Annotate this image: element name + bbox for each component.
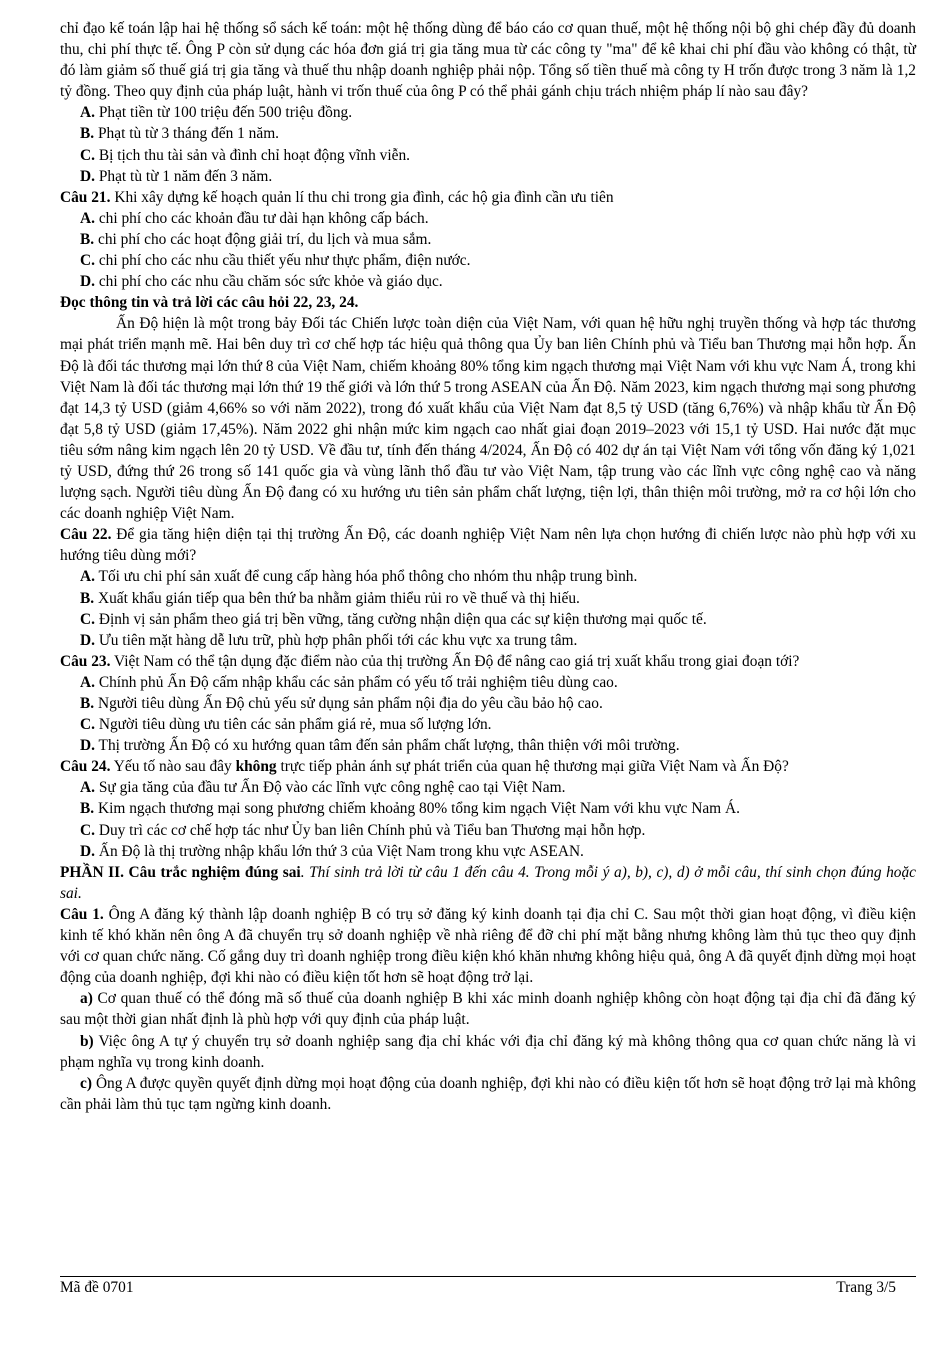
- part2-heading: PHẦN II. Câu trắc nghiệm đúng sai. Thí sinh trả lời từ câu 1 đến câu 4. Trong mỗi ý a), b), c), d) ở mỗi câu, thí sinh chọn đúng hoặc sai.: [60, 863, 916, 902]
- q23-option-a: A. Chính phủ Ấn Độ cấm nhập khẩu các sản phẩm có yếu tố trải nghiệm tiêu dùng cao.: [80, 673, 618, 691]
- page-number: Trang 3/5: [836, 1279, 896, 1296]
- reading-passage: Ấn Độ hiện là một trong bảy Đối tác Chiến lược toàn diện của Việt Nam, với quan hệ hữu nghị truyền thống và hợp tác thương mại phát triển mạnh mẽ. Hai bên duy trì cơ chế hợp tác hiệu quả thông qua Ủy ban liên Chính phủ và Tiểu ban Thương mại hỗn hợp. Ấn Độ là đối tác thương mại lớn thứ 8 của Việt Nam, chiếm khoảng 80% tổng kim ngạch thương mại Việt Nam với khu vực Nam Á, trong khi Việt Nam là đối tác thương mại lớn thứ 19 thế giới và lớn thứ 5 trong ASEAN của Ấn Độ. Năm 2023, kim ngạch thương mại song phương đạt 14,3 tỷ USD (giảm 4,66% so với năm 2022), trong đó xuất khẩu của Việt Nam đạt 8,5 tỷ USD (tăng 6,76%) và nhập khẩu từ Ấn Độ đạt 5,8 tỷ USD (giảm 17,45%). Năm 2022 ghi nhận mức kim ngạch cao nhất giai đoạn 2019–2023 với 15,1 tỷ USD. Hai nước đặt mục tiêu sớm nâng kim ngạch lên 20 tỷ USD. Về đầu tư, tính đến tháng 4/2024, Ấn Độ có 402 dự án tại Việt Nam với tổng vốn đăng ký 1,021 tỷ USD, đứng thứ 26 trong số 141 quốc gia và vùng lãnh thổ đầu tư vào Việt Nam, tập trung vào các lĩnh vực công nghệ cao và năng lượng sạch. Người tiêu dùng Ấn Độ đang có xu hướng ưu tiên sản phẩm chất lượng, tiện lợi, thân thiện môi trường, mở ra cơ hội lớn cho các doanh nghiệp Việt Nam.: [60, 315, 916, 523]
- page-footer: [60, 1276, 916, 1299]
- intro-option-b: B. Phạt tù từ 3 tháng đến 1 năm.: [80, 125, 280, 143]
- q24-option-c: C. Duy trì các cơ chế hợp tác như Ủy ban liên Chính phủ và Tiểu ban Thương mại hỗn hợp.: [80, 821, 646, 839]
- intro-option-c: C. Bị tịch thu tài sản và đình chỉ hoạt động vĩnh viễn.: [80, 146, 411, 164]
- q21-option-c: C. chi phí cho các nhu cầu thiết yếu như thực phẩm, điện nước.: [80, 252, 471, 270]
- exam-page: [60, 18, 916, 1115]
- question-24: Câu 24. Yếu tố nào sau đây không trực tiếp phản ánh sự phát triển của quan hệ thương mại giữa Việt Nam và Ấn Độ?: [60, 758, 789, 776]
- intro-option-d: D. Phạt tù từ 1 năm đến 3 năm.: [80, 167, 273, 185]
- part2-statement-b: b) Việc ông A tự ý chuyển trụ sở doanh nghiệp sang địa chỉ khác với địa chỉ đăng ký mà không thông qua cơ quan chức năng là vi phạm nghĩa vụ trong kinh doanh.: [60, 1032, 916, 1071]
- q23-option-c: C. Người tiêu dùng ưu tiên các sản phẩm giá rẻ, mua số lượng lớn.: [80, 716, 492, 734]
- q21-option-d: D. chi phí cho các nhu cầu chăm sóc sức khỏe và giáo dục.: [80, 273, 443, 291]
- question-23: Câu 23. Việt Nam có thể tận dụng đặc điểm nào của thị trường Ấn Độ để nâng cao giá trị xuất khẩu trong giai đoạn tới?: [60, 652, 800, 670]
- intro-option-a: A. Phạt tiền từ 100 triệu đến 500 triệu đồng.: [80, 104, 353, 122]
- q22-option-c: C. Định vị sản phẩm theo giá trị bền vững, tăng cường nhận diện qua các sự kiện thương mại quốc tế.: [80, 610, 707, 628]
- q22-option-b: B. Xuất khẩu gián tiếp qua bên thứ ba nhằm giảm thiểu rủi ro về thuế và thị hiếu.: [80, 589, 580, 607]
- q21-option-a: A. chi phí cho các khoản đầu tư dài hạn không cấp bách.: [80, 209, 429, 227]
- intro-paragraph: chỉ đạo kế toán lập hai hệ thống sổ sách kế toán: một hệ thống dùng để báo cáo cơ quan thuế, một hệ thống nội bộ ghi chép đầy đủ doanh thu, chi phí thực tế. Ông P còn sử dụng các hóa đơn giá trị gia tăng mua từ các công ty "ma" để kê khai chi phí đầu vào không có thật, từ đó làm giảm số thuế giá trị gia tăng và thuế thu nhập doanh nghiệp phải nộp. Tổng số tiền thuế mà công ty H trốn được trong 3 năm là 1,2 tỷ đồng. Theo quy định của pháp luật, hành vi trốn thuế của ông P có thể phải gánh chịu trách nhiệm pháp lí nào sau đây?: [60, 20, 916, 101]
- reading-heading: Đọc thông tin và trả lời các câu hỏi 22, 23, 24.: [60, 294, 359, 312]
- q24-option-d: D. Ấn Độ là thị trường nhập khẩu lớn thứ 3 của Việt Nam trong khu vực ASEAN.: [80, 842, 584, 860]
- question-21: Câu 21. Khi xây dựng kế hoạch quản lí thu chi trong gia đình, các hộ gia đình cần ưu tiên: [60, 188, 614, 206]
- exam-code: Mã đề 0701: [60, 1279, 134, 1296]
- part2-statement-c: c) Ông A được quyền quyết định dừng mọi hoạt động của doanh nghiệp, đợi khi nào có điều kiện tốt hơn sẽ hoạt động trở lại mà không cần phải làm thủ tục tạm ngừng kinh doanh.: [60, 1074, 916, 1113]
- q23-option-b: B. Người tiêu dùng Ấn Độ chủ yếu sử dụng sản phẩm nội địa do yêu cầu bảo hộ cao.: [80, 695, 603, 712]
- q22-option-a: A. Tối ưu chi phí sản xuất để cung cấp hàng hóa phổ thông cho nhóm thu nhập trung bình.: [80, 568, 638, 586]
- q22-option-d: D. Ưu tiên mặt hàng dễ lưu trữ, phù hợp phân phối tới các khu vực xa trung tâm.: [80, 631, 578, 649]
- part2-question-1: Câu 1. Ông A đăng ký thành lập doanh nghiệp B có trụ sở đăng ký kinh doanh tại địa chỉ C. Sau một thời gian hoạt động, vì điều kiện kinh tế khó khăn nên ông A đã chuyển trụ sở doanh nghiệp về nhà riêng để đỡ chi phí mặt bằng nhưng không làm thủ tục theo quy định với cơ quan chức năng. Cố gắng duy trì doanh nghiệp trong điều kiện khó khăn nhưng không hiệu quả, ông A đã quyết định dừng mọi hoạt động của doanh nghiệp, đợi khi nào có điều kiện tốt hơn sẽ hoạt động trở lại.: [60, 905, 916, 987]
- part2-statement-a: a) Cơ quan thuế có thể đóng mã số thuế của doanh nghiệp B khi xác minh doanh nghiệp không còn hoạt động tại địa chỉ đã đăng ký sau một thời gian nhất định là phù hợp với quy định của pháp luật.: [60, 990, 916, 1029]
- q24-option-b: B. Kim ngạch thương mại song phương chiếm khoảng 80% tổng kim ngạch Việt Nam với khu vực Nam Á.: [80, 800, 740, 818]
- q21-option-b: B. chi phí cho các hoạt động giải trí, du lịch và mua sắm.: [80, 230, 432, 248]
- question-22: Câu 22. Để gia tăng hiện diện tại thị trường Ấn Độ, các doanh nghiệp Việt Nam nên lựa chọn hướng đi chiến lược nào phù hợp với xu hướng tiêu dùng mới?: [60, 526, 916, 565]
- q24-option-a: A. Sự gia tăng của đầu tư Ấn Độ vào các lĩnh vực công nghệ cao tại Việt Nam.: [80, 779, 566, 797]
- q23-option-d: D. Thị trường Ấn Độ có xu hướng quan tâm đến sản phẩm chất lượng, thân thiện với môi trường.: [80, 737, 680, 755]
